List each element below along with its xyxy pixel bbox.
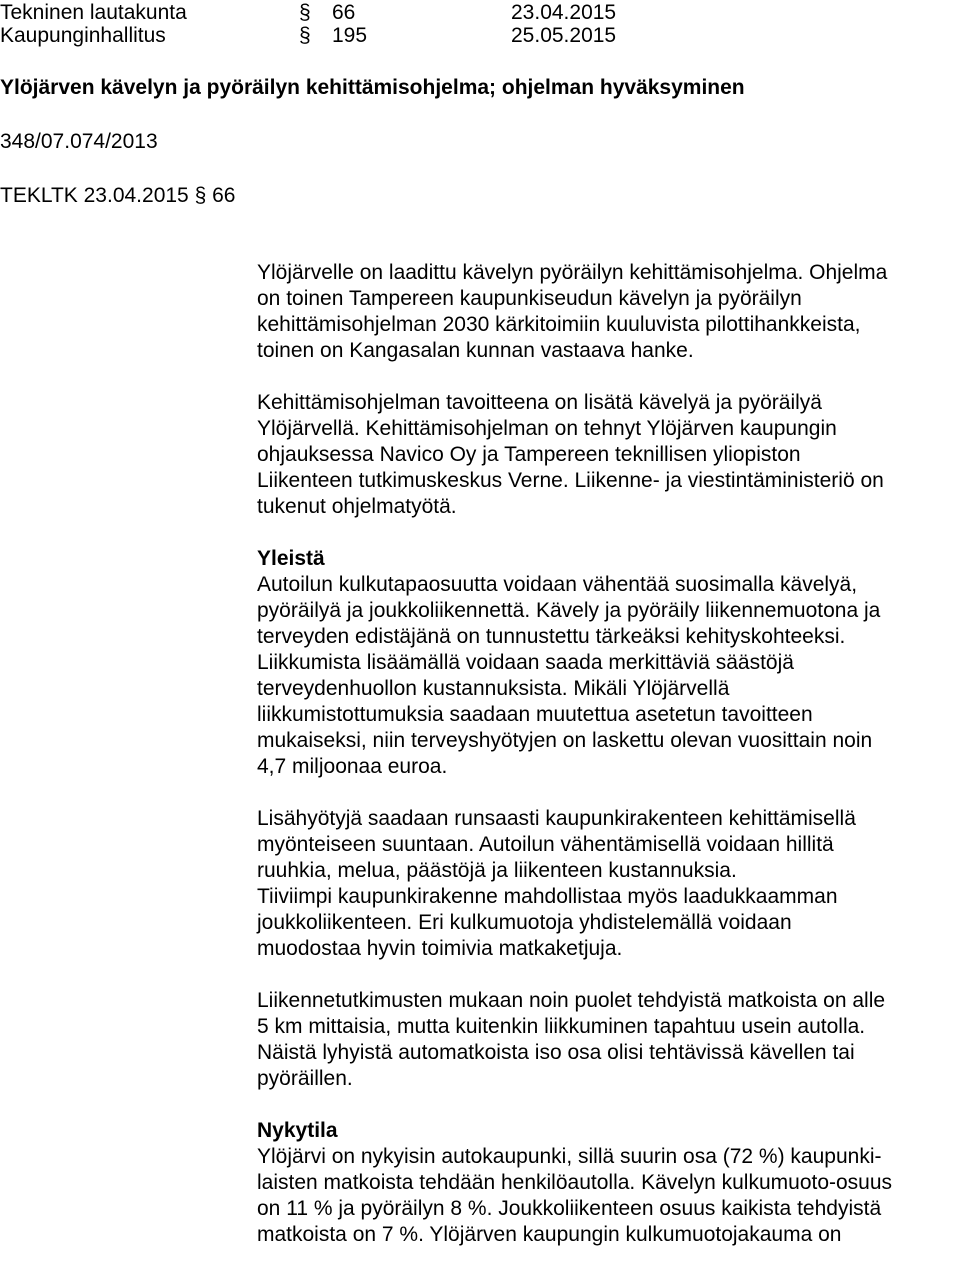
meeting-date: 25.05.2015 — [511, 24, 617, 47]
paragraph-general: Autoilun kulkutapaosuutta voidaan vähentää suosimalla kävelyä, pyöräilyä ja joukkoliikennettä. Kävely ja pyöräily liikennemuotona ja terveyden edistäjänä on tunnustettu tärkeäksi kehityskohteeksi. Liikkumista lisäämällä voidaan saada merkittäviä säästöjä terveydenhuollon kustannuksista. Mikäli Ylöjärvellä liikkumistottumuksia saadaan muutettua asetetun tavoitteen mukaiseksi, niin terveyshyötyjen on laskettu olevan vuosittain noin 4,7 miljoonaa euroa. — [257, 573, 881, 778]
paragraph-intro: Ylöjärvelle on laadittu kävelyn pyöräilyn kehittämisohjelma. Ohjelma on toinen Tampereen kaupunkiseudun kävelyn ja pyöräilyn kehittämisohjelman 2030 kärkitoimiin kuuluvista pilottihankkeista, toinen on Kangasalan kunnan vastaava hanke. — [257, 261, 888, 362]
document-body — [257, 260, 957, 1248]
section-number: 66 — [332, 1, 356, 24]
meeting-date: 23.04.2015 — [511, 1, 617, 24]
paragraph-trip-lengths: Liikennetutkimusten mukaan noin puolet tehdyistä matkoista on alle 5 km mittaisia, mutta kuitenkin liikkuminen tapahtuu usein autolla. Näistä lyhyistä automatkoista iso osa olisi tehtävissä kävellen tai pyöräillen. — [257, 989, 886, 1090]
paragraph-current-state: Ylöjärvi on nykyisin autokaupunki, sillä suurin osa (72 %) kaupunki- laisten matkoista tehdään henkilöautolla. Kävelyn kulkumuoto-osuus on 11 % ja pyöräilyn 8 %. Joukkoliikenteen osuus kaikista tehdyistä matkoista on 7 %. Ylöjärven kaupungin kulkumuotojakauma on — [257, 1145, 893, 1246]
record-number: 348/07.074/2013 — [0, 130, 158, 153]
paragraph-goal: Kehittämisohjelman tavoitteena on lisätä kävelyä ja pyöräilyä Ylöjärvellä. Kehittämisohjelman on tehnyt Ylöjärven kaupungin ohjauksessa Navico Oy ja Tampereen teknillisen yliopiston Liikenteen tutkimuskeskus Verne. Liikenne- ja viestintäministeriö on tukenut ohjelmatyötä. — [257, 391, 884, 518]
heading-nykytila: Nykytila — [257, 1119, 338, 1142]
heading-yleista: Yleistä — [257, 547, 325, 570]
section-mark: § — [299, 1, 311, 24]
section-mark: § — [299, 24, 311, 47]
header-body-name: Tekninen lautakunta — [0, 1, 187, 24]
header-body-name: Kaupunginhallitus — [0, 24, 166, 47]
document-title: Ylöjärven kävelyn ja pyöräilyn kehittämisohjelma; ohjelman hyväksyminen — [0, 76, 745, 99]
meeting-reference: TEKLTK 23.04.2015 § 66 — [0, 184, 236, 207]
paragraph-benefits: Lisähyötyjä saadaan runsaasti kaupunkirakenteen kehittämisellä myönteiseen suuntaan. Autoilun vähentämisellä voidaan hillitä ruuhkia, melua, päästöjä ja liikenteen kustannuksia. Tiiviimpi kaupunkirakenne mahdollistaa myös laadukkaamman joukkoliikenteen. Eri kulkumuotoja yhdistelemällä voidaan muodostaa hyvin toimivia matkaketjuja. — [257, 807, 856, 960]
section-number: 195 — [332, 24, 368, 47]
